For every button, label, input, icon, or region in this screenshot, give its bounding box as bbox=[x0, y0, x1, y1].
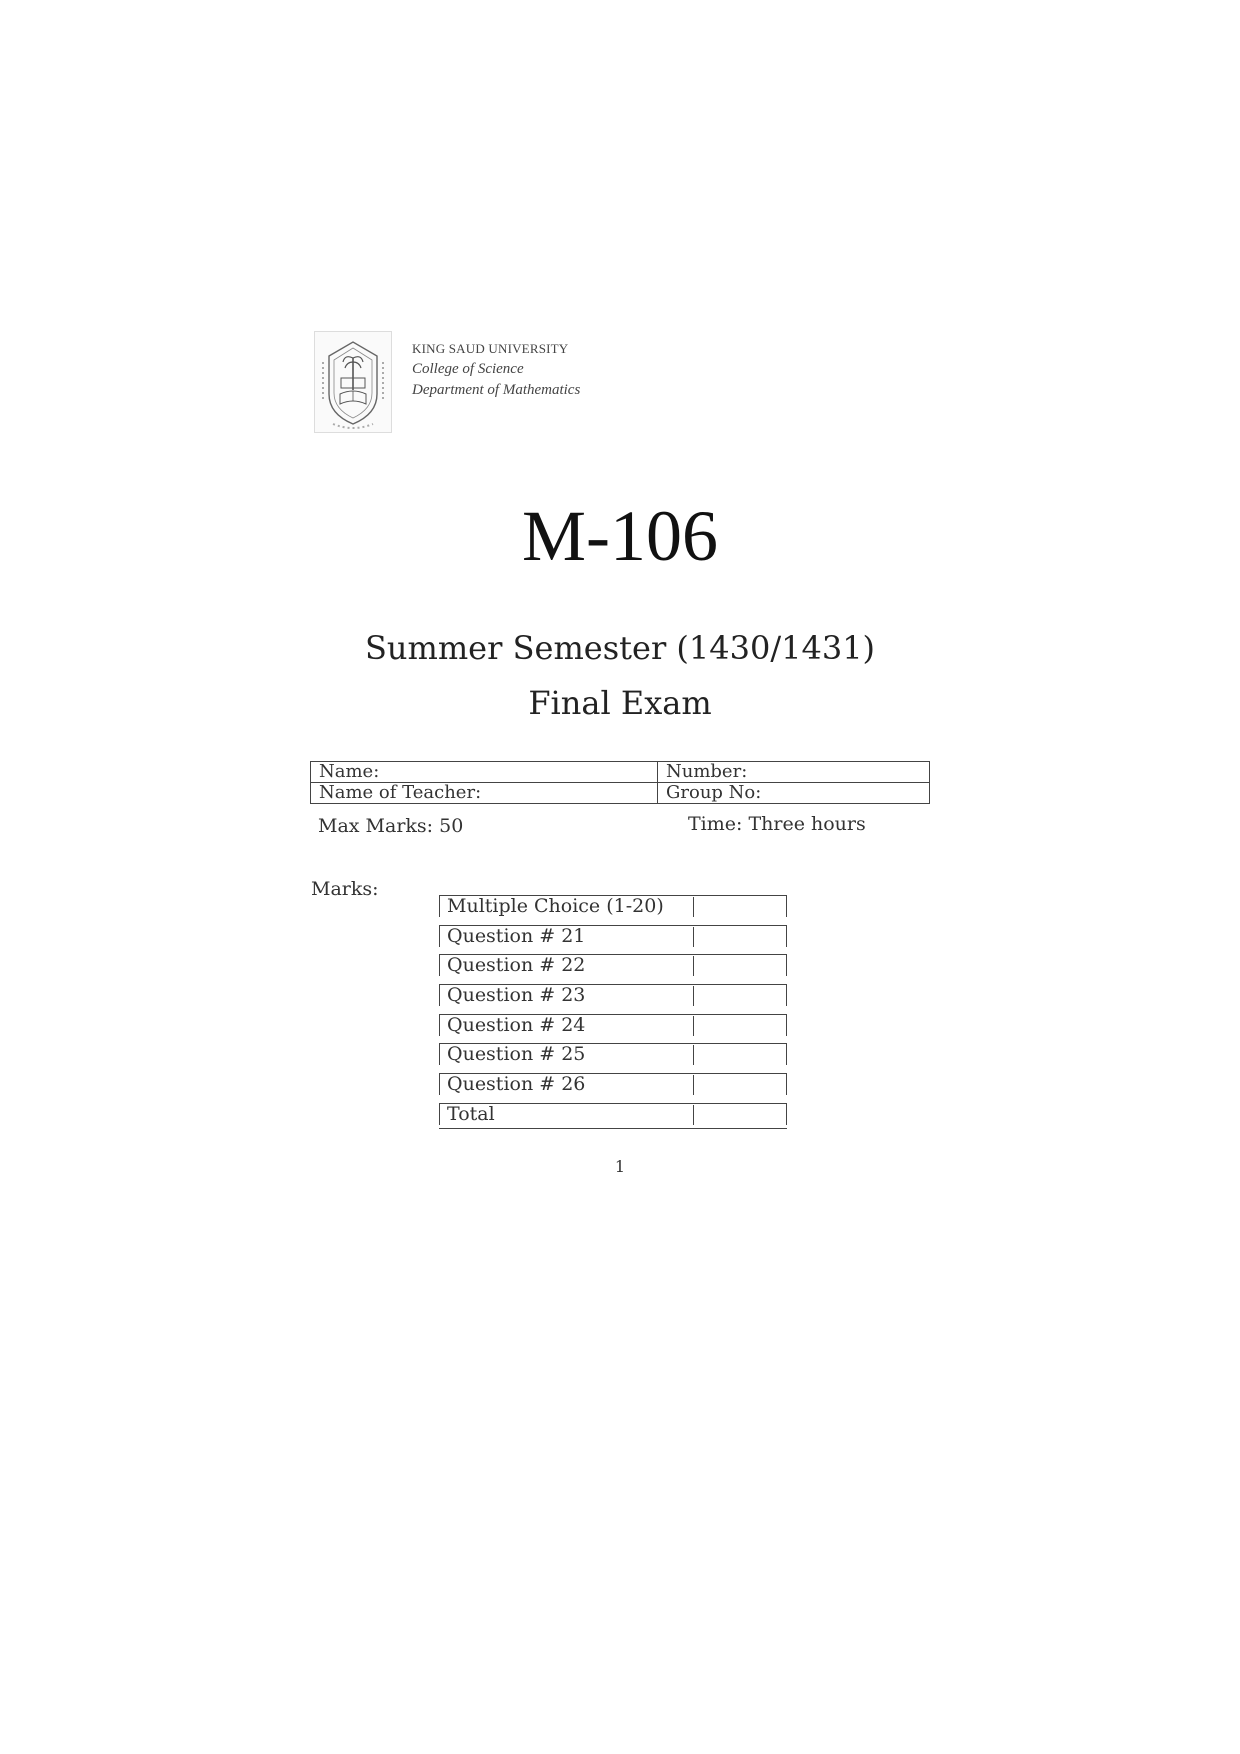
marks-row-multiple-choice bbox=[439, 895, 787, 925]
marks-row-question-26 bbox=[439, 1073, 787, 1103]
marks-table bbox=[439, 895, 787, 1129]
marks-row-label: Question # 22 bbox=[447, 954, 586, 977]
department-name: Department of Mathematics bbox=[412, 382, 581, 398]
marks-row-label: Question # 25 bbox=[447, 1043, 586, 1066]
university-name: KING SAUD UNIVERSITY bbox=[412, 341, 569, 356]
marks-row-question-21 bbox=[439, 925, 787, 955]
teacher-field[interactable]: Name of Teacher: bbox=[311, 783, 658, 804]
group-field[interactable]: Group No: bbox=[658, 783, 930, 804]
info-row bbox=[311, 783, 930, 804]
marks-row-question-22 bbox=[439, 954, 787, 984]
marks-row-label: Question # 26 bbox=[447, 1073, 586, 1096]
marks-row-question-24 bbox=[439, 1014, 787, 1044]
university-logo bbox=[314, 331, 392, 433]
max-marks: Max Marks: 50 bbox=[318, 815, 464, 837]
marks-row-question-25 bbox=[439, 1043, 787, 1073]
university-text-block bbox=[412, 338, 580, 401]
exam-title: Final Exam bbox=[528, 684, 712, 722]
page-number: 1 bbox=[614, 1157, 626, 1176]
exam-time: Time: Three hours bbox=[688, 813, 866, 835]
marks-row-label: Total bbox=[447, 1102, 495, 1125]
marks-row-label: Question # 24 bbox=[447, 1013, 586, 1036]
info-row bbox=[311, 762, 930, 783]
course-code: M-106 bbox=[522, 496, 718, 576]
university-header bbox=[314, 331, 754, 431]
marks-row-label: Question # 23 bbox=[447, 984, 586, 1007]
number-field[interactable]: Number: bbox=[658, 762, 930, 783]
student-info-table bbox=[310, 761, 930, 804]
marks-row-label: Question # 21 bbox=[447, 924, 586, 947]
marks-row-label: Multiple Choice (1-20) bbox=[447, 895, 664, 917]
marks-label: Marks: bbox=[311, 878, 379, 900]
college-name: College of Science bbox=[412, 361, 524, 377]
name-field[interactable]: Name: bbox=[311, 762, 658, 783]
marks-row-total bbox=[439, 1103, 787, 1133]
semester-title: Summer Semester (1430/1431) bbox=[364, 629, 876, 667]
marks-row-question-23 bbox=[439, 984, 787, 1014]
